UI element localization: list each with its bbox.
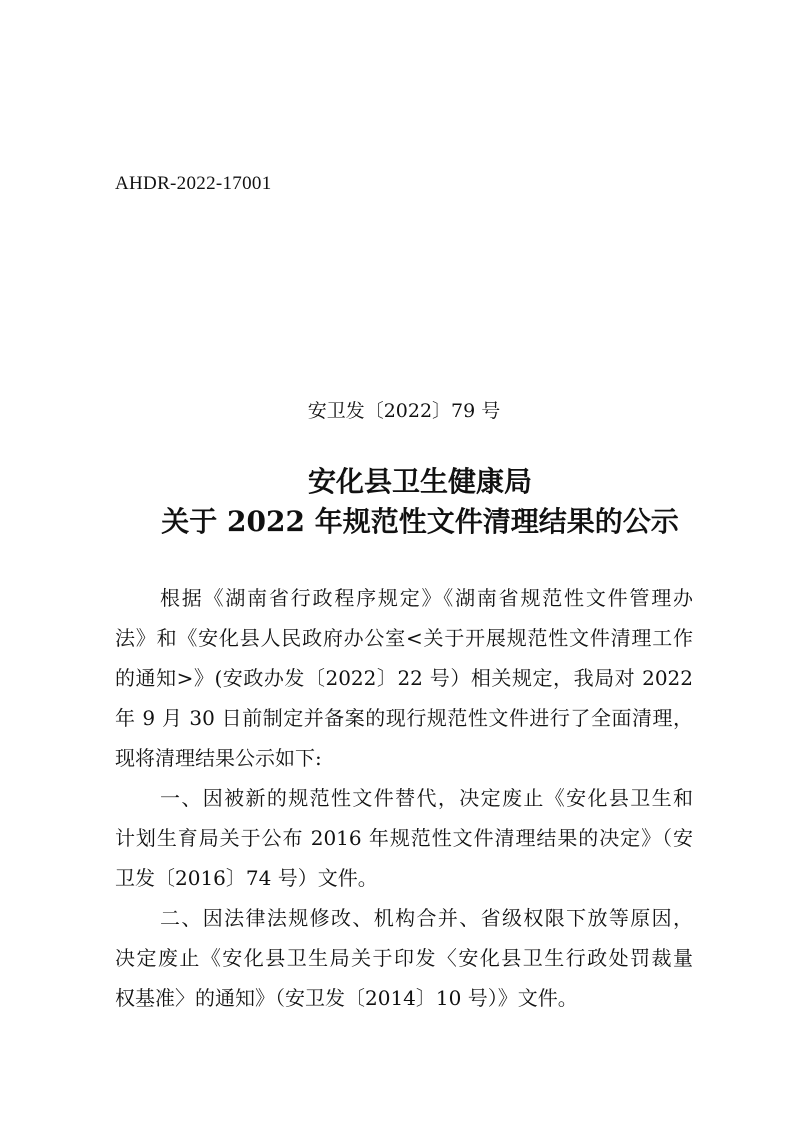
text-line: 法》和《安化县人民政府办公室<关于开展规范性文件清理工作 bbox=[115, 626, 693, 650]
text-line: 计划生育局关于公布 2016 年规范性文件清理结果的决定》（安 bbox=[115, 826, 693, 850]
title-line-subject: 关于 2022 年规范性文件清理结果的公示 bbox=[161, 505, 679, 538]
text-line: 的通知>》(安政办发〔2022〕22 号）相关规定，我局对 2022 bbox=[115, 666, 693, 690]
text-line: 权基准〉的通知》（安卫发〔2014〕10 号）》文件。 bbox=[115, 986, 578, 1010]
text-line: 根据《湖南省行政程序规定》《湖南省规范性文件管理办 bbox=[160, 586, 693, 610]
document-code: AHDR-2022-17001 bbox=[115, 173, 272, 194]
text-line: 年 9 月 30 日前制定并备案的现行规范性文件进行了全面清理， bbox=[115, 706, 693, 730]
text-line: 二、因法律法规修改、机构合并、省级权限下放等原因， bbox=[160, 906, 693, 930]
document-body bbox=[115, 578, 693, 1018]
text-line: 卫发〔2016〕74 号）文件。 bbox=[115, 866, 378, 890]
title-line-issuer: 安化县卫生健康局 bbox=[307, 465, 532, 498]
text-line: 一、因被新的规范性文件替代，决定废止《安化县卫生和 bbox=[160, 786, 693, 810]
document-number: 安卫发〔2022〕79 号 bbox=[307, 400, 501, 422]
paragraph-item-two bbox=[115, 898, 693, 1018]
paragraph-intro bbox=[115, 578, 693, 778]
document-title bbox=[115, 462, 725, 542]
text-line: 决定废止《安化县卫生局关于印发〈安化县卫生行政处罚裁量 bbox=[115, 946, 693, 970]
text-line: 现将清理结果公示如下: bbox=[115, 746, 322, 770]
paragraph-item-one bbox=[115, 778, 693, 898]
